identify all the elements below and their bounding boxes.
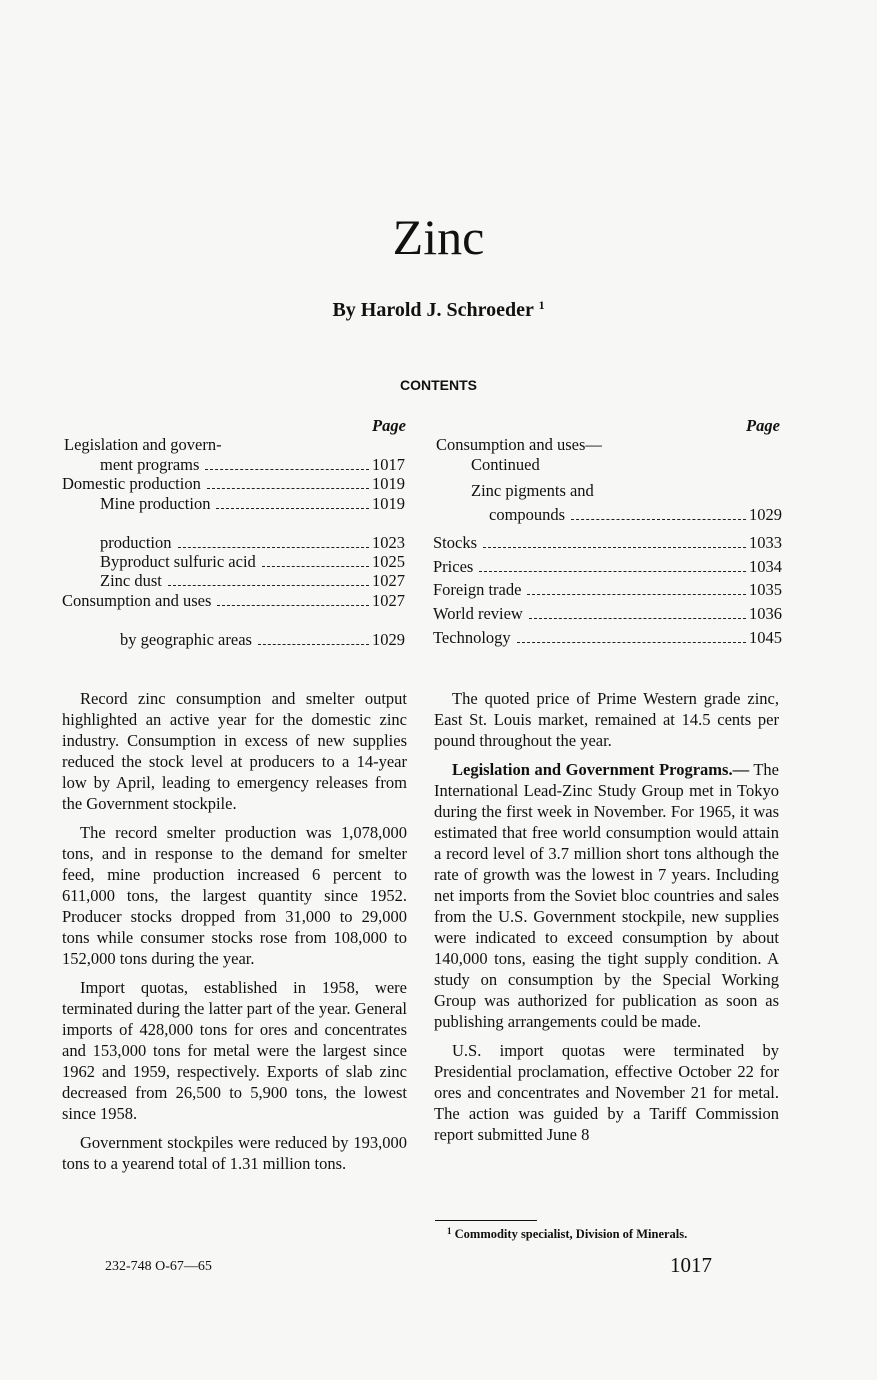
dot-leader bbox=[217, 605, 369, 606]
body-paragraph: U.S. import quotas were terminated by Presidential proclamation, effective October 22 for ores and concentrates and November 21 for metal. The action was guided by a Tariff Commission report submitted June 8 bbox=[434, 1041, 779, 1144]
toc-left-page: 1027 bbox=[372, 591, 405, 610]
dot-leader bbox=[527, 594, 746, 595]
section-heading: Legislation and Government Programs.— bbox=[452, 760, 750, 779]
toc-right-page-label: Page bbox=[746, 416, 780, 435]
footnote-text: Commodity specialist, Division of Minerals. bbox=[454, 1227, 688, 1241]
dot-leader bbox=[479, 571, 746, 572]
toc-left-page-label: Page bbox=[372, 416, 406, 435]
toc-right-label: Stocks bbox=[433, 533, 478, 552]
toc-left-page: 1017 bbox=[372, 455, 405, 474]
toc-right-entry bbox=[489, 505, 782, 525]
toc-right-page: 1045 bbox=[749, 628, 782, 647]
toc-right-entry bbox=[433, 557, 782, 577]
toc-left-page: 1019 bbox=[372, 494, 405, 513]
dot-leader bbox=[262, 566, 369, 567]
author-footnote-mark: 1 bbox=[538, 298, 545, 312]
body-paragraph: Import quotas, established in 1958, were terminated during the latter part of the year. General imports of 428,000 tons for ores and concentrates and 153,000 tons for metal were the largest since 1962 and 1959, respectively. Exports of slab zinc decreased from 26,500 to 5,900 tons, the lowest since 1958. bbox=[62, 978, 407, 1123]
toc-left-label: by geographic areas bbox=[120, 630, 252, 649]
toc-right-label: Zinc pigments and bbox=[471, 481, 594, 500]
author-name: By Harold J. Schroeder bbox=[332, 299, 534, 321]
toc-left-entry bbox=[100, 455, 405, 475]
toc-right-label: Continued bbox=[471, 455, 540, 474]
toc-right-entry bbox=[433, 533, 782, 553]
dot-leader bbox=[207, 488, 369, 489]
toc-left-entry bbox=[100, 571, 405, 591]
toc-left-label: Mine production bbox=[100, 494, 211, 513]
toc-right-entry bbox=[436, 435, 602, 455]
toc-right-entry bbox=[433, 628, 782, 648]
toc-right-label: Prices bbox=[433, 557, 474, 576]
body-column-right bbox=[434, 688, 779, 1153]
toc-right-entry bbox=[471, 481, 594, 501]
dot-leader bbox=[571, 519, 746, 520]
dot-leader bbox=[216, 508, 369, 509]
toc-left-page: 1019 bbox=[372, 474, 405, 493]
toc-right-label: World review bbox=[433, 604, 523, 623]
body-paragraph: Government stockpiles were reduced by 193,000 tons to a yearend total of 1.31 million tons. bbox=[62, 1133, 407, 1173]
body-paragraph: Record zinc consumption and smelter output highlighted an active year for the domestic zinc industry. Consumption in excess of new supplies reduced the stock level at producers to a 14-year low by April, leading to emergency releases from the Government stockpile. bbox=[62, 689, 407, 813]
dot-leader bbox=[205, 469, 369, 470]
toc-right-page: 1035 bbox=[749, 580, 782, 599]
dot-leader bbox=[178, 547, 370, 548]
toc-left-page: 1023 bbox=[372, 533, 405, 552]
toc-left-page: 1025 bbox=[372, 552, 405, 571]
toc-right-label: Foreign trade bbox=[433, 580, 522, 599]
toc-left-page: 1027 bbox=[372, 571, 405, 590]
print-code: 232-748 O-67—65 bbox=[105, 1259, 212, 1274]
toc-left-label: Zinc dust bbox=[100, 571, 162, 590]
toc-right-entry bbox=[471, 455, 540, 475]
toc-left-entry bbox=[100, 494, 405, 514]
toc-right-label: Technology bbox=[433, 628, 511, 647]
toc-left-label: Domestic production bbox=[62, 474, 201, 493]
contents-heading: CONTENTS bbox=[400, 377, 477, 393]
toc-right-page: 1033 bbox=[749, 533, 782, 552]
toc-right-page: 1029 bbox=[749, 505, 782, 524]
footnote-rule bbox=[435, 1220, 537, 1221]
author-line bbox=[0, 298, 877, 322]
toc-left-entry bbox=[100, 552, 405, 572]
body-paragraph-text: The International Lead-Zinc Study Group met in Tokyo during the first week in November. For 1965, it was estimated that free world consumption would attain a record level of 3.7 million short tons although the rate of growth was the lowest in 7 years. Including net imports from the Soviet bloc countries and sales from the U.S. Government stockpile, new supplies were indicated to exceed consumption by about 140,000 tons, easing the tight supply condition. A study on consumption by the Special Working Group was authorized for publication as soon as publishing arrangements could be made. bbox=[434, 760, 779, 1031]
toc-left-label: Consumption and uses bbox=[62, 591, 212, 610]
toc-left-label: Byproduct sulfuric acid bbox=[100, 552, 256, 571]
toc-right-page: 1036 bbox=[749, 604, 782, 623]
body-column-left bbox=[62, 688, 407, 1182]
toc-left-entry bbox=[120, 630, 405, 650]
toc-right-entry bbox=[433, 604, 782, 624]
toc-left-entry bbox=[62, 591, 405, 611]
toc-right-entry bbox=[433, 580, 782, 600]
toc-left-entry bbox=[100, 533, 405, 553]
body-paragraph: The quoted price of Prime Western grade zinc, East St. Louis market, remained at 14.5 cents per pound throughout the year. bbox=[434, 689, 779, 750]
dot-leader bbox=[529, 618, 746, 619]
dot-leader bbox=[517, 642, 746, 643]
footnote-mark: 1 bbox=[447, 1226, 452, 1236]
toc-left-label: ment programs bbox=[100, 455, 200, 474]
footnote bbox=[447, 1226, 687, 1242]
toc-left-label: Legislation and govern- bbox=[64, 435, 222, 454]
toc-right-label: Consumption and uses— bbox=[436, 435, 602, 454]
toc-right-page: 1034 bbox=[749, 557, 782, 576]
toc-left-entry bbox=[62, 474, 405, 494]
toc-left-page: 1029 bbox=[372, 630, 405, 649]
dot-leader bbox=[483, 547, 746, 548]
page-number: 1017 bbox=[670, 1253, 712, 1277]
page-title: Zinc bbox=[392, 209, 485, 265]
dot-leader bbox=[258, 644, 369, 645]
dot-leader bbox=[168, 585, 369, 586]
toc-right-label: compounds bbox=[489, 505, 566, 524]
toc-left-entry bbox=[64, 435, 222, 455]
toc-left-label: production bbox=[100, 533, 172, 552]
body-paragraph bbox=[434, 759, 779, 1032]
body-paragraph: The record smelter production was 1,078,000 tons, and in response to the demand for smelter feed, mine production increased 6 percent to 611,000 tons, the largest quantity since 1952. Producer stocks dropped from 31,000 to 29,000 tons while consumer stocks rose from 108,000 to 152,000 tons during the year. bbox=[62, 823, 407, 968]
